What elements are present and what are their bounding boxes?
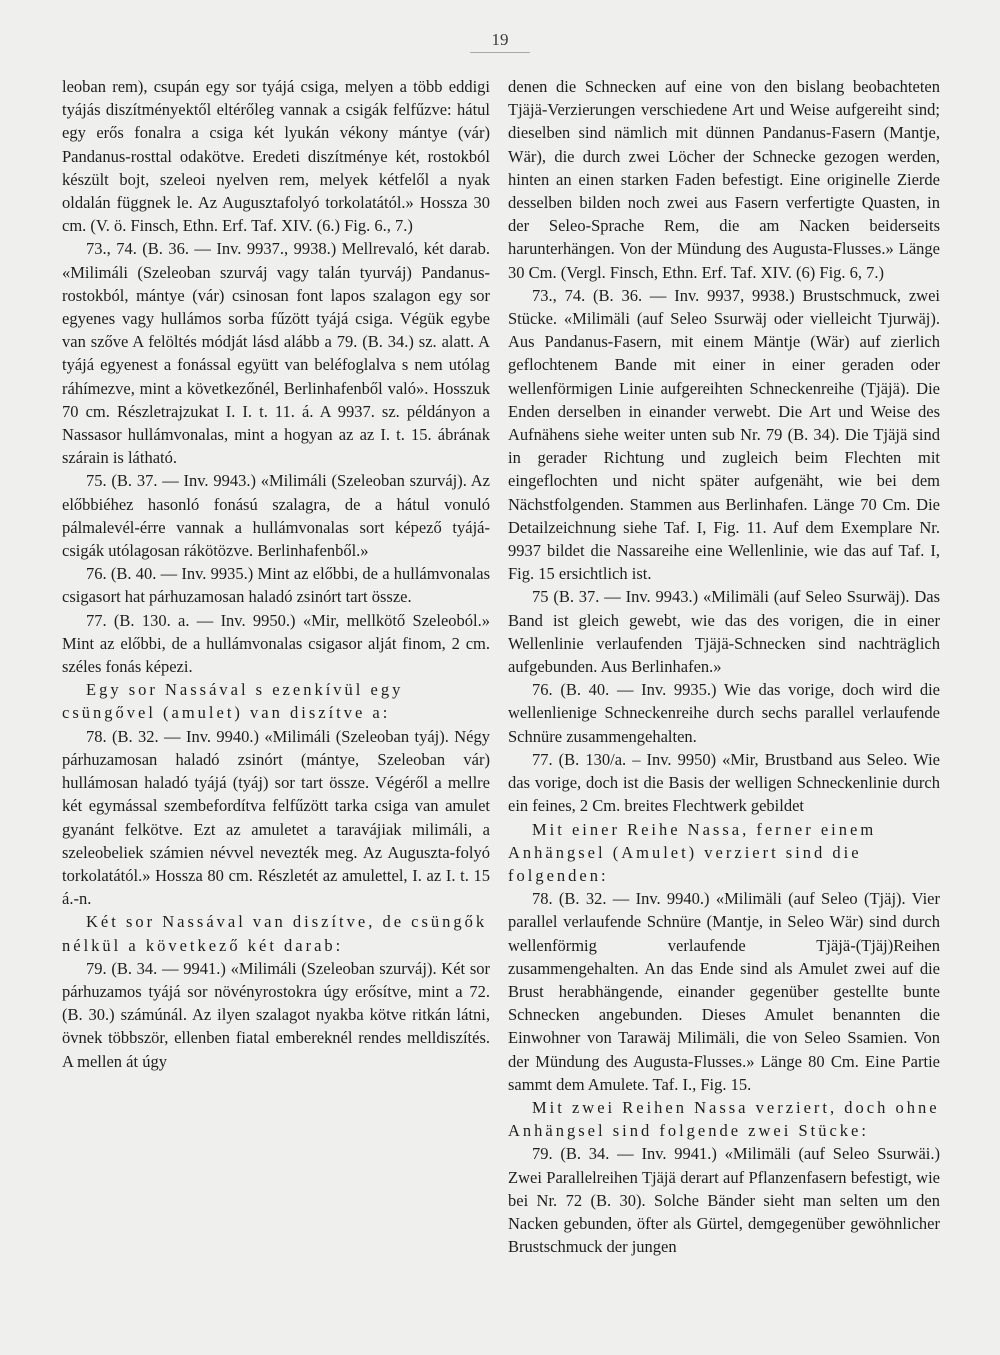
- german-text-column: [508, 75, 940, 1258]
- section-heading: Mit einer Reihe Nassa, ferner einem Anhängsel (Amulet) verziert sind die folgenden:: [508, 819, 877, 885]
- page-number: 19: [491, 30, 509, 49]
- paragraph: 78. (B. 32. — Inv. 9940.) «Milimáli (Szeleoban tyáj). Négy párhuzamosan haladó zsinórt (mántye, Szeleoban vár) hullámosan haladó tyájá (tyáj) sor tart össze. Végéről a mellre két egymással szembefordítva felfűzött tarka csiga van amulet gyanánt felkötve. Ezt az amuletet a taravájiak milimáli, a szeleobeliek számien névvel nevezték meg. Az Auguszta-folyó torkolatától.» Hossza 80 cm. Részletét az amulettel, I. az I. t. 15 á.-n.: [62, 726, 490, 909]
- section-heading: Két sor Nassával van diszítve, de csüngők nélkül a következő két darab:: [62, 912, 488, 955]
- hungarian-text-column: [62, 75, 490, 1073]
- paragraph: 75 (B. 37. — Inv. 9943.) «Milimäli (auf Seleo Ssurwäj). Das Band ist gleich gewebt, wie das des vorigen, die in einer Wellenlinie verlaufenden Tjäjä-Schnecken sind nachträglich aufgebunden. Aus Berlinhafen.»: [508, 587, 940, 677]
- paragraph: 76. (B. 40. — Inv. 9935.) Mint az előbbi, de a hullámvonalas csigasort hat párhuzamosan haladó zsinórt tart össze.: [62, 564, 490, 607]
- paragraph: denen die Schnecken auf eine von den bislang beobachteten Tjäjä-Verzierungen verschiedene Art und Weise aufgereiht sind; dieselben sind nämlich mit dünnen Pandanus-Fasern (Mantje, Wär), die durch zwei Löcher der Schnecke gezogen werden, hinten an einen starken Faden befestigt. Eine originelle Zierde desselben bilden noch zwei aus Fasern verfertigte Quasten, in der Seleo-Sprache Rem, die am Nacken beiderseits harunterhängen. Von der Mündung des Augusta-Flusses.» Länge 30 Cm. (Vergl. Finsch, Ethn. Erf. Taf. XIV. (6) Fig. 6, 7.): [508, 77, 940, 282]
- paragraph: 79. (B. 34. — Inv. 9941.) «Milimäli (auf Seleo Ssurwäi.) Zwei Parallelreihen Tjäjä derart auf Pflanzenfasern befestigt, wie bei Nr. 72 (B. 30). Solche Bänder sieht man selten um den Nacken gebunden, öfter als Gürtel, demgegenüber gewöhnlicher Brustschmuck der jungen: [508, 1144, 940, 1257]
- paragraph: 75. (B. 37. — Inv. 9943.) «Milimáli (Szeleoban szurváj). Az előbbiéhez hasonló fonású szalagra, de a hátul vonuló pálmalevél-érre vannak a hullámvonalas sort képező tyájá-csigák utólagosan rákötözve. Berlinhafenből.»: [62, 471, 490, 561]
- paragraph: leoban rem), csupán egy sor tyájá csiga, melyen a több eddigi tyájás diszítményektől eltérőleg vannak a csigák felfűzve: hátul egy erős fonalra a csiga két lyukán vékony mántye (vár) Pandanus-rosttal odakötve. Eredeti diszítménye két, rostokból készült bojt, szeleoi nyelven rem, melyek kétfelől a nyak oldalán függnek le. Az Augusztafolyó torkolatától.» Hossza 30 cm. (V. ö. Finsch, Ethn. Erf. Taf. XIV. (6.) Fig. 6., 7.): [62, 77, 490, 236]
- paragraph: 73., 74. (B. 36. — Inv. 9937., 9938.) Mellrevaló, két darab. «Milimáli (Szeleoban szurváj vagy talán tyurváj) Pandanus-rostokból, mántye (vár) csinosan font lapos szalagon egy sor egyenes vagy hullámos sorba fűzött tyájá csiga. Végük egybe van szőve A felöltés módját lásd alább a 79. (B. 34.) sz. alatt. A tyájá egyenest a fonással együtt van beléfoglalva s nem utólag ráhímezve, mint a következőnél, Berlinhafenből való». Hosszuk 70 cm. Részletrajzukat I. I. t. 11. á. A 9937. sz. példányon a Nassasor hullámvonalas, mint a hogyan az az I. t. 15. ábrának szárain is látható.: [62, 239, 490, 468]
- paragraph: 78. (B. 32. — Inv. 9940.) «Milimäli (auf Seleo (Tjäj). Vier parallel verlaufende Schnüre (Mantje, in Seleo Wär) sind durch wellenförmig verlaufende Tjäjä-(Tjäj)Reihen zusammengehalten. An das Ende sind als Amulet zwei auf die Brust herabhängende, einander gegenüber gestellte bunte Schnecken angebunden. Dieses Amulet benannten die Einwohner von Tarawäj Milimäli, die von Seleo Ssamien. Von der Mündung des Augusta-Flusses.» Länge 80 Cm. Eine Partie sammt dem Amulete. Taf. I., Fig. 15.: [508, 889, 940, 1094]
- paragraph: 77. (B. 130. a. — Inv. 9950.) «Mir, mellkötő Szeleoból.» Mint az előbbi, de a hullámvonalas csigasor alját finom, 2 cm. széles fonás képezi.: [62, 610, 490, 677]
- paragraph: 79. (B. 34. — 9941.) «Milimáli (Szeleoban szurváj). Két sor párhuzamos tyájá sor növényrostokra úgy erősítve, mint a 72. (B. 30.) számúnál. Az ilyen szalagot nyakba kötve ritkán látni, övnek többször, ellenben fiatal embereknél rendes melldiszítés. A mellen át úgy: [62, 958, 490, 1071]
- paragraph: 77. (B. 130/a. – Inv. 9950) «Mir, Brustband aus Seleo. Wie das vorige, doch ist die Basis der welligen Schneckenlinie durch ein feines, 2 Cm. breites Flechtwerk gebildet: [508, 749, 940, 816]
- paragraph: 76. (B. 40. — Inv. 9935.) Wie das vorige, doch wird die wellenlienige Schneckenreihe durch sechs parallel verlaufende Schnüre zusammengehalten.: [508, 680, 940, 746]
- section-heading: Mit zwei Reihen Nassa verziert, doch ohne Anhängsel sind folgende zwei Stücke:: [508, 1097, 940, 1141]
- header-rule: [470, 52, 530, 53]
- section-heading: Egy sor Nassával s ezenkívül egy csüngővel (amulet) van diszítve a:: [62, 680, 404, 723]
- paragraph: 73., 74. (B. 36. — Inv. 9937, 9938.) Brustschmuck, zwei Stücke. «Milimäli (auf Seleo Ssurwäj oder vielleicht Tjurwäj). Aus Pandanus-Fasern, mit einem Mäntje (Wär) auf zierlich geflochtenem Bande mit einer in einer geraden oder wellenförmigen Linie aufgereihten Schneckenreihe (Tjäjä). Die Enden derselben in einander verwebt. Die Art und Weise des Aufnähens siehe weiter unten sub Nr. 79 (B. 34). Die Tjäjä sind in gerader Richtung und zugleich beim Flechten mit eingeflochten und nicht später aufgenäht, wie bei dem Nächstfolgenden. Stammen aus Berlinhafen. Länge 70 Cm. Die Detailzeichnung siehe Taf. I, Fig. 11. Auf dem Exemplare Nr. 9937 bildet die Nassareihe eine Wellenlinie, wie das auf Taf. I, Fig. 15 ersichtlich ist.: [508, 285, 940, 584]
